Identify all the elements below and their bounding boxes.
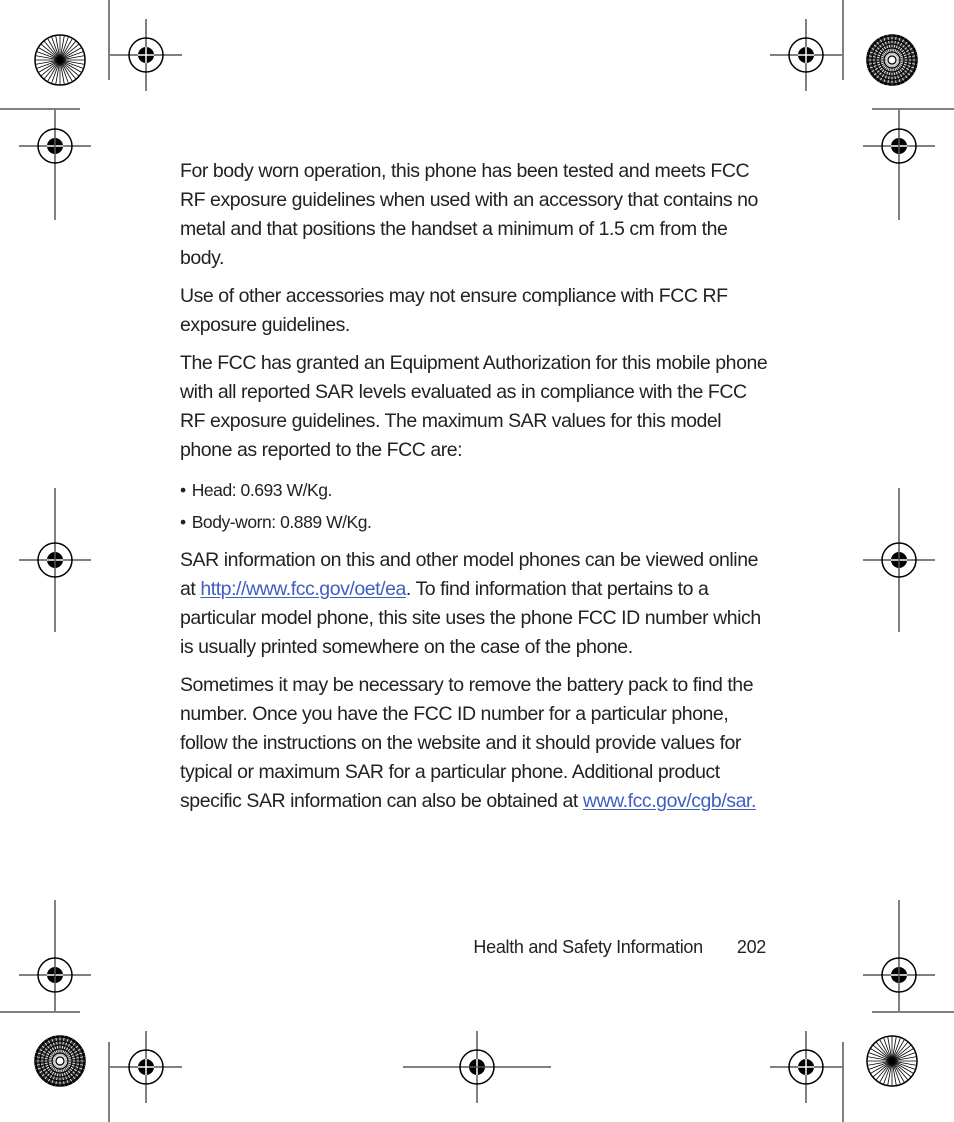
paragraph-sar-information-text: SAR information on this and other model phones can be viewed online at: [180, 549, 758, 600]
registration-mark-bottom-right: [770, 1031, 842, 1103]
list-item-head-sar: • Head: 0.693 W/Kg.: [180, 474, 770, 506]
registration-mark-bottom-left: [110, 1031, 182, 1103]
document-body: [180, 157, 770, 825]
paragraph-body-worn: For body worn operation, this phone has been tested and meets FCC RF exposure guidelines when used with an accessory that contains no metal and that positions the handset a minimum of 1.5 cm from the body.: [180, 160, 758, 269]
list-item-body-worn-sar: • Body-worn: 0.889 W/Kg.: [180, 506, 770, 538]
color-star-top-right: [867, 35, 917, 85]
registration-mark-top-right: [770, 19, 842, 91]
page-number: 202: [736, 937, 766, 957]
fcc-cgb-sar-link[interactable]: www.fcc.gov/cgb/sar.: [582, 790, 756, 812]
paragraph-sar-information-tail: . To find information that pertains to a particular model phone, this site uses the phone FCC ID number which is usually printed somewhere on the case of the phone.: [180, 578, 761, 658]
paragraph-sar-information: [180, 546, 770, 662]
section-title: Health and Safety Information: [473, 937, 703, 957]
paragraph-equipment-authorization: The FCC has granted an Equipment Authorization for this mobile phone with all reported SAR levels evaluated as in compliance with the FCC RF exposure guidelines. The maximum SAR values for this model phone as reported to the FCC are:: [180, 352, 768, 461]
sar-values-list: [180, 474, 770, 538]
paragraph-battery-pack: [180, 671, 770, 816]
paragraph-battery-pack-text: Sometimes it may be necessary to remove the battery pack to find the number. Once you have the FCC ID number for a particular phone, follow the instructions on the website and it should provide values for typical or maximum SAR for a particular phone. Additional product specific SAR information can also be obtained at: [180, 674, 754, 812]
fcc-oet-link[interactable]: http://www.fcc.gov/oet/ea: [200, 578, 406, 600]
color-star-top-left: [35, 35, 85, 85]
color-star-bottom-left: [35, 1036, 85, 1086]
paragraph-accessories: Use of other accessories may not ensure compliance with FCC RF exposure guidelines.: [180, 285, 728, 336]
page-footer: [473, 937, 766, 958]
color-star-bottom-right: [867, 1036, 917, 1086]
registration-mark-top-left: [110, 19, 182, 91]
